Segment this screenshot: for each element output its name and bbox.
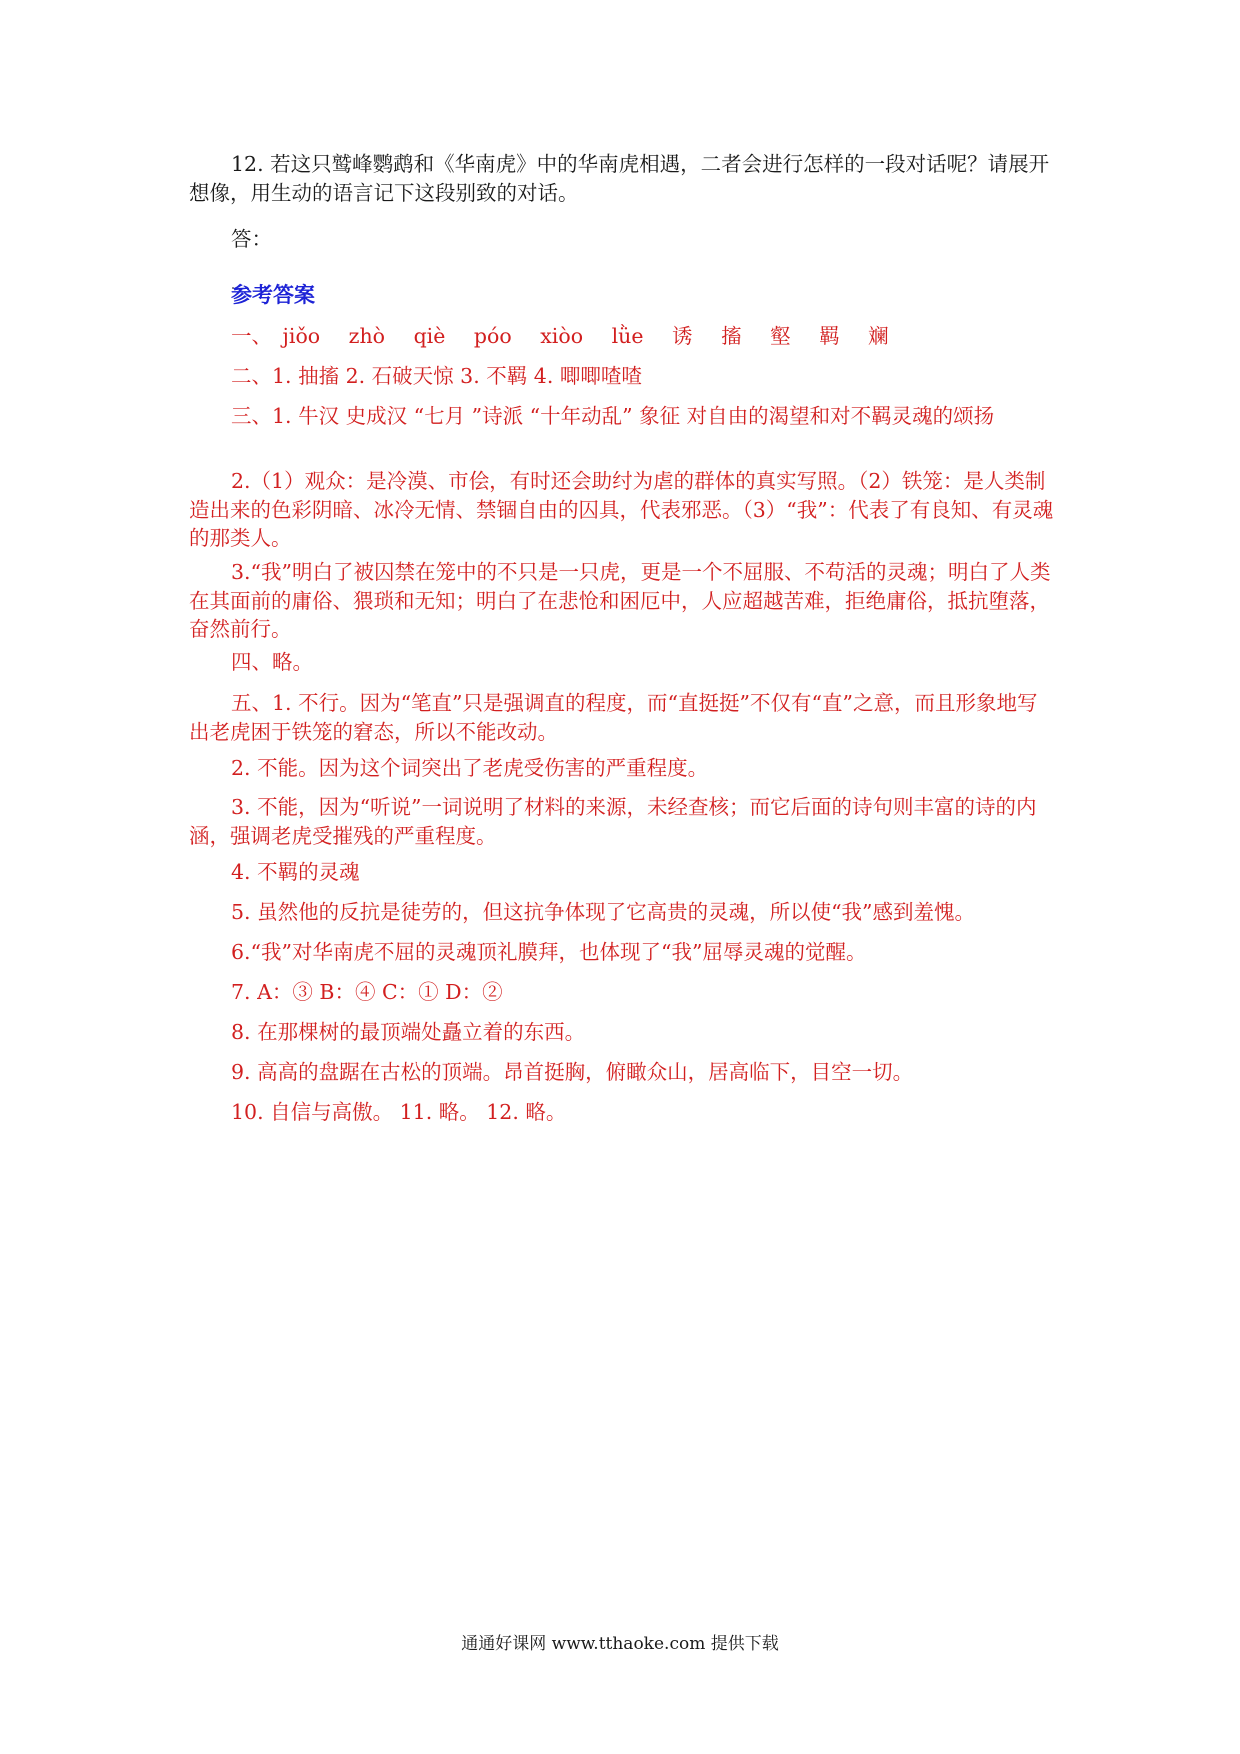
answer-section-5-3: 3. 不能，因为“听说”一词说明了材料的来源，未经查核；而它后面的诗句则丰富的诗的内涵，强调老虎受摧残的严重程度。 [189,795,1037,848]
answer-section-5-2: 2. 不能。因为这个词突出了老虎受伤害的严重程度。 [231,756,709,780]
char-item: 诱 [672,324,693,348]
answer-section-1 [189,322,1055,351]
answer-section-5-8: 8. 在那棵树的最顶端处矗立着的东西。 [231,1020,586,1044]
char-item: 壑 [770,324,791,348]
answer-section-2: 二、1. 抽搐 2. 石破天惊 3. 不羁 4. 唧唧喳喳 [231,364,642,388]
answer-section-4: 四、略。 [231,650,313,674]
answer-section-3-3: 3.“我”明白了被囚禁在笼中的不只是一只虎，更是一个不屈服、不苟活的灵魂；明白了人类在其面前的庸俗、猥琐和无知；明白了在悲怆和困厄中，人应超越苦难，拒绝庸俗，抵抗堕落，奋然前行。 [189,560,1051,641]
pinyin-item: lǜe [611,324,644,348]
answer-section-3-1: 三、1. 牛汉 史成汉 “七月 ”诗派 “十年动乱” 象征 对自由的渴望和对不羁灵魂的颂扬 [231,404,995,428]
page-footer: 通通好课网 www.tthaoke.com 提供下载 [461,1634,779,1654]
pinyin-item: póo [473,324,512,348]
pinyin-item: xiòo [540,324,584,348]
reference-answer-heading: 参考答案 [231,282,315,307]
answer-section-5-7: 7. A：③ B：④ C：① D：② [231,980,503,1004]
answer-section-5-9: 9. 高高的盘踞在古松的顶端。昂首挺胸，俯瞰众山，居高临下，目空一切。 [231,1060,914,1084]
pinyin-item: jiǒo [282,324,321,348]
answer-section-3-2: 2.（1）观众：是冷漠、市侩，有时还会助纣为虐的群体的真实写照。（2）铁笼：是人类制造出来的色彩阴暗、冰冷无情、禁锢自由的囚具，代表邪恶。（3）“我”：代表了有良知、有灵魂的那类人。 [189,469,1054,550]
pinyin-item: zhò [348,324,386,348]
question-12: 12. 若这只鹫峰鹦鹉和《华南虎》中的华南虎相遇，二者会进行怎样的一段对话呢？请展开想像，用生动的语言记下这段别致的对话。 [189,152,1050,205]
answer-section-5-5: 5. 虽然他的反抗是徒劳的，但这抗争体现了它高贵的灵魂，所以使“我”感到羞愧。 [231,900,976,924]
answer-section-5-1: 五、1. 不行。因为“笔直”只是强调直的程度，而“直挺挺”不仅有“直”之意，而且形象地写出老虎困于铁笼的窘态，所以不能改动。 [189,691,1038,744]
answer-section-5-10: 10. 自信与高傲。 11. 略。 12. 略。 [231,1100,567,1124]
answer-section-5-6: 6.“我”对华南虎不屈的灵魂顶礼膜拜，也体现了“我”屈辱灵魂的觉醒。 [231,940,867,964]
pinyin-item: qiè [413,324,446,348]
section-1-prefix: 一、 [231,324,272,348]
char-item: 羁 [819,324,840,348]
answer-label: 答： [231,227,272,251]
answer-section-5-4: 4. 不羁的灵魂 [231,860,360,884]
char-item: 搐 [721,324,742,348]
char-item: 斓 [868,324,889,348]
